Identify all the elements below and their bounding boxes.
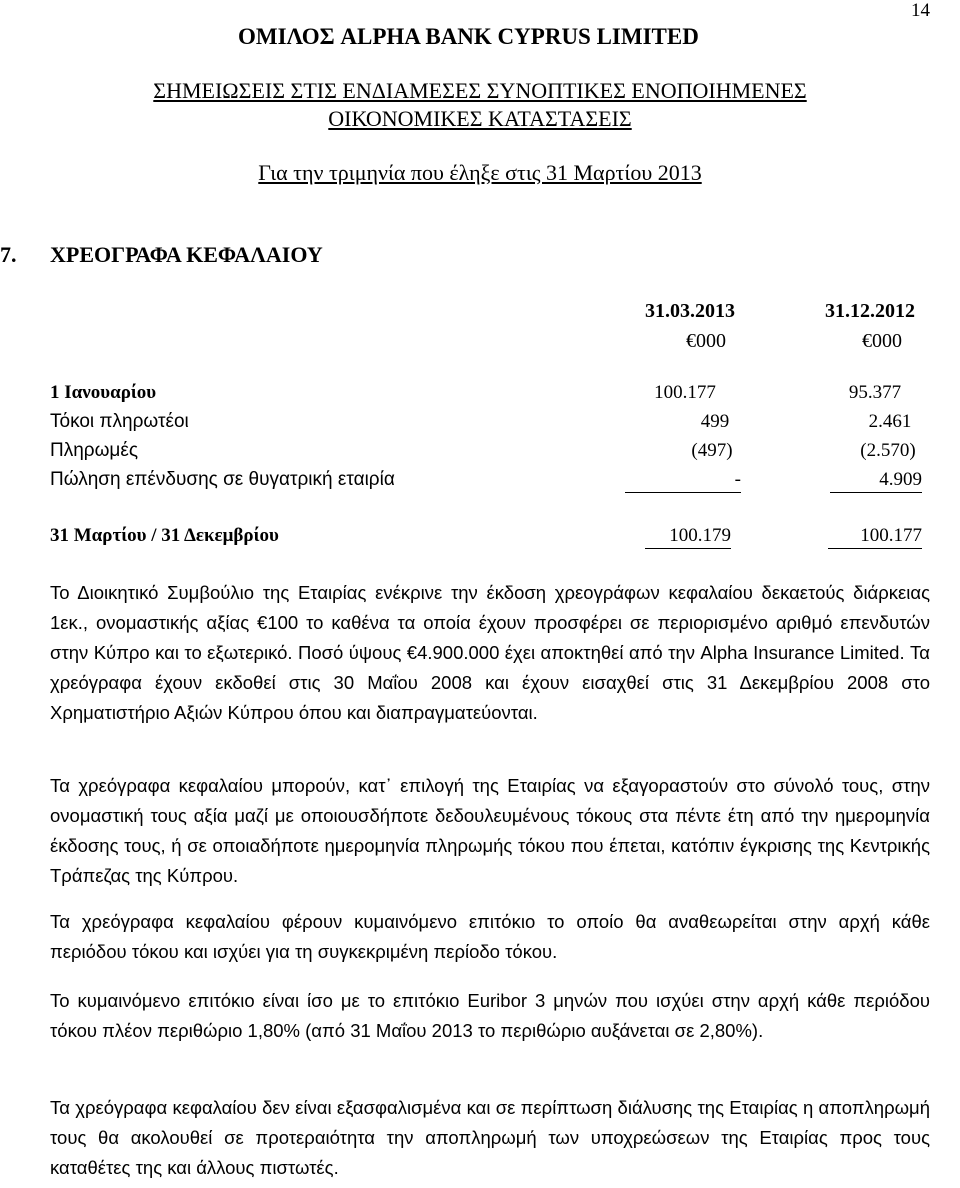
- paragraph-issue: Το Διοικητικό Συμβούλιο της Εταιρίας ενέκρινε την έκδοση χρεογράφων κεφαλαίου δεκαετούς διάρκειας 1εκ., ονομαστικής αξίας €100 το καθένα τα οποία έχουν προσφέρει σε περιορισμένο αριθμό επενδυτών στην Κύπρο και το εξωτερικό. Ποσό ύψους €4.900.000 έχει αποκτηθεί από την Alpha Insurance Limited. Τα χρεόγραφα έχουν εκδοθεί στις 30 Μαΐου 2008 και έχουν εισαχθεί στις 31 Δεκεμβρίου 2008 στο Χρηματιστήριο Αξιών Κύπρου όπου και διαπραγματεύονται.: [50, 582, 930, 723]
- row-payments-value-1: (497): [691, 440, 733, 461]
- company-title: ΟΜΙΛΟΣ ALPHA BANK CYPRUS LIMITED: [238, 24, 699, 49]
- paragraph-interest-rate: Τα χρεόγραφα κεφαλαίου φέρουν κυμαινόμενο επιτόκιο το οποίο θα αναθεωρείται στην αρχή κάθε περιόδου τόκου και ισχύει για τη συγκεκριμένη περίοδο τόκου.: [50, 911, 930, 962]
- row-label-opening: 1 Ιανουαρίου: [50, 382, 157, 403]
- column-date-2: 31.12.2012: [825, 300, 915, 322]
- row-closing-value-1: 100.179: [645, 525, 731, 549]
- row-opening-value-1: 100.177: [654, 382, 716, 403]
- column-unit-2: €000: [862, 330, 902, 352]
- row-disposal-value-1: -: [625, 469, 741, 493]
- row-interest-value-1: 499: [700, 411, 730, 432]
- paragraph-euribor: Το κυμαινόμενο επιτόκιο είναι ίσο με το επιτόκιο Euribor 3 μηνών που ισχύει στην αρχή κάθε περιόδου τόκου πλέον περιθώριο 1,80% (από 31 Μαΐου 2013 το περιθώριο αυξάνεται σε 2,80%).: [50, 990, 930, 1041]
- reporting-period: Για την τριμηνία που έληξε στις 31 Μαρτίου 2013: [258, 160, 702, 185]
- note-number: 7.: [0, 242, 17, 267]
- row-opening-value-2: 95.377: [848, 382, 902, 403]
- row-disposal-value-2: 4.909: [830, 469, 922, 493]
- row-interest-value-2: 2.461: [868, 411, 912, 432]
- row-label-payments: Πληρωμές: [50, 440, 139, 461]
- row-label-disposal: Πώληση επένδυσης σε θυγατρική εταιρία: [50, 469, 395, 490]
- row-label-interest-payable: Τόκοι πληρωτέοι: [50, 411, 189, 432]
- paragraph-subordination: Τα χρεόγραφα κεφαλαίου δεν είναι εξασφαλισμένα και σε περίπτωση διάλυσης της Εταιρίας η αποπληρωμή τους θα ακολουθεί σε προτεραιότητα την αποπληρωμή των υποχρεώσεων της Εταιρίας προς τους καταθέτες της και άλλους πιστωτές.: [50, 1097, 930, 1178]
- row-payments-value-2: (2.570): [860, 440, 916, 461]
- column-date-1: 31.03.2013: [645, 300, 735, 322]
- row-label-closing: 31 Μαρτίου / 31 Δεκεμβρίου: [50, 525, 279, 546]
- row-closing-value-2: 100.177: [828, 525, 922, 549]
- report-subtitle-line1: ΣΗΜΕΙΩΣΕΙΣ ΣΤΙΣ ΕΝΔΙΑΜΕΣΕΣ ΣΥΝΟΠΤΙΚΕΣ ΕΝΟΠΟΙΗΜΕΝΕΣ: [153, 78, 807, 103]
- paragraph-redemption: Τα χρεόγραφα κεφαλαίου μπορούν, κατ᾽ επιλογή της Εταιρίας να εξαγοραστούν στο σύνολό τους, στην ονομαστική τους αξία μαζί με οποιουσδήποτε δεδουλευμένους τόκους στα πέντε έτη από την ημερομηνία έκδοσης τους, ή σε οποιαδήποτε ημερομηνία πληρωμής τόκου που έπεται, κατόπιν έγκρισης της Κεντρικής Τράπεζας της Κύπρου.: [50, 775, 930, 886]
- note-title: ΧΡΕΟΓΡΑΦΑ ΚΕΦΑΛΑΙΟΥ: [50, 242, 323, 267]
- column-unit-1: €000: [686, 330, 726, 352]
- report-subtitle-line2: ΟΙΚΟΝΟΜΙΚΕΣ ΚΑΤΑΣΤΑΣΕΙΣ: [328, 106, 632, 131]
- note-heading: [0, 242, 400, 272]
- page-number: 14: [911, 0, 930, 21]
